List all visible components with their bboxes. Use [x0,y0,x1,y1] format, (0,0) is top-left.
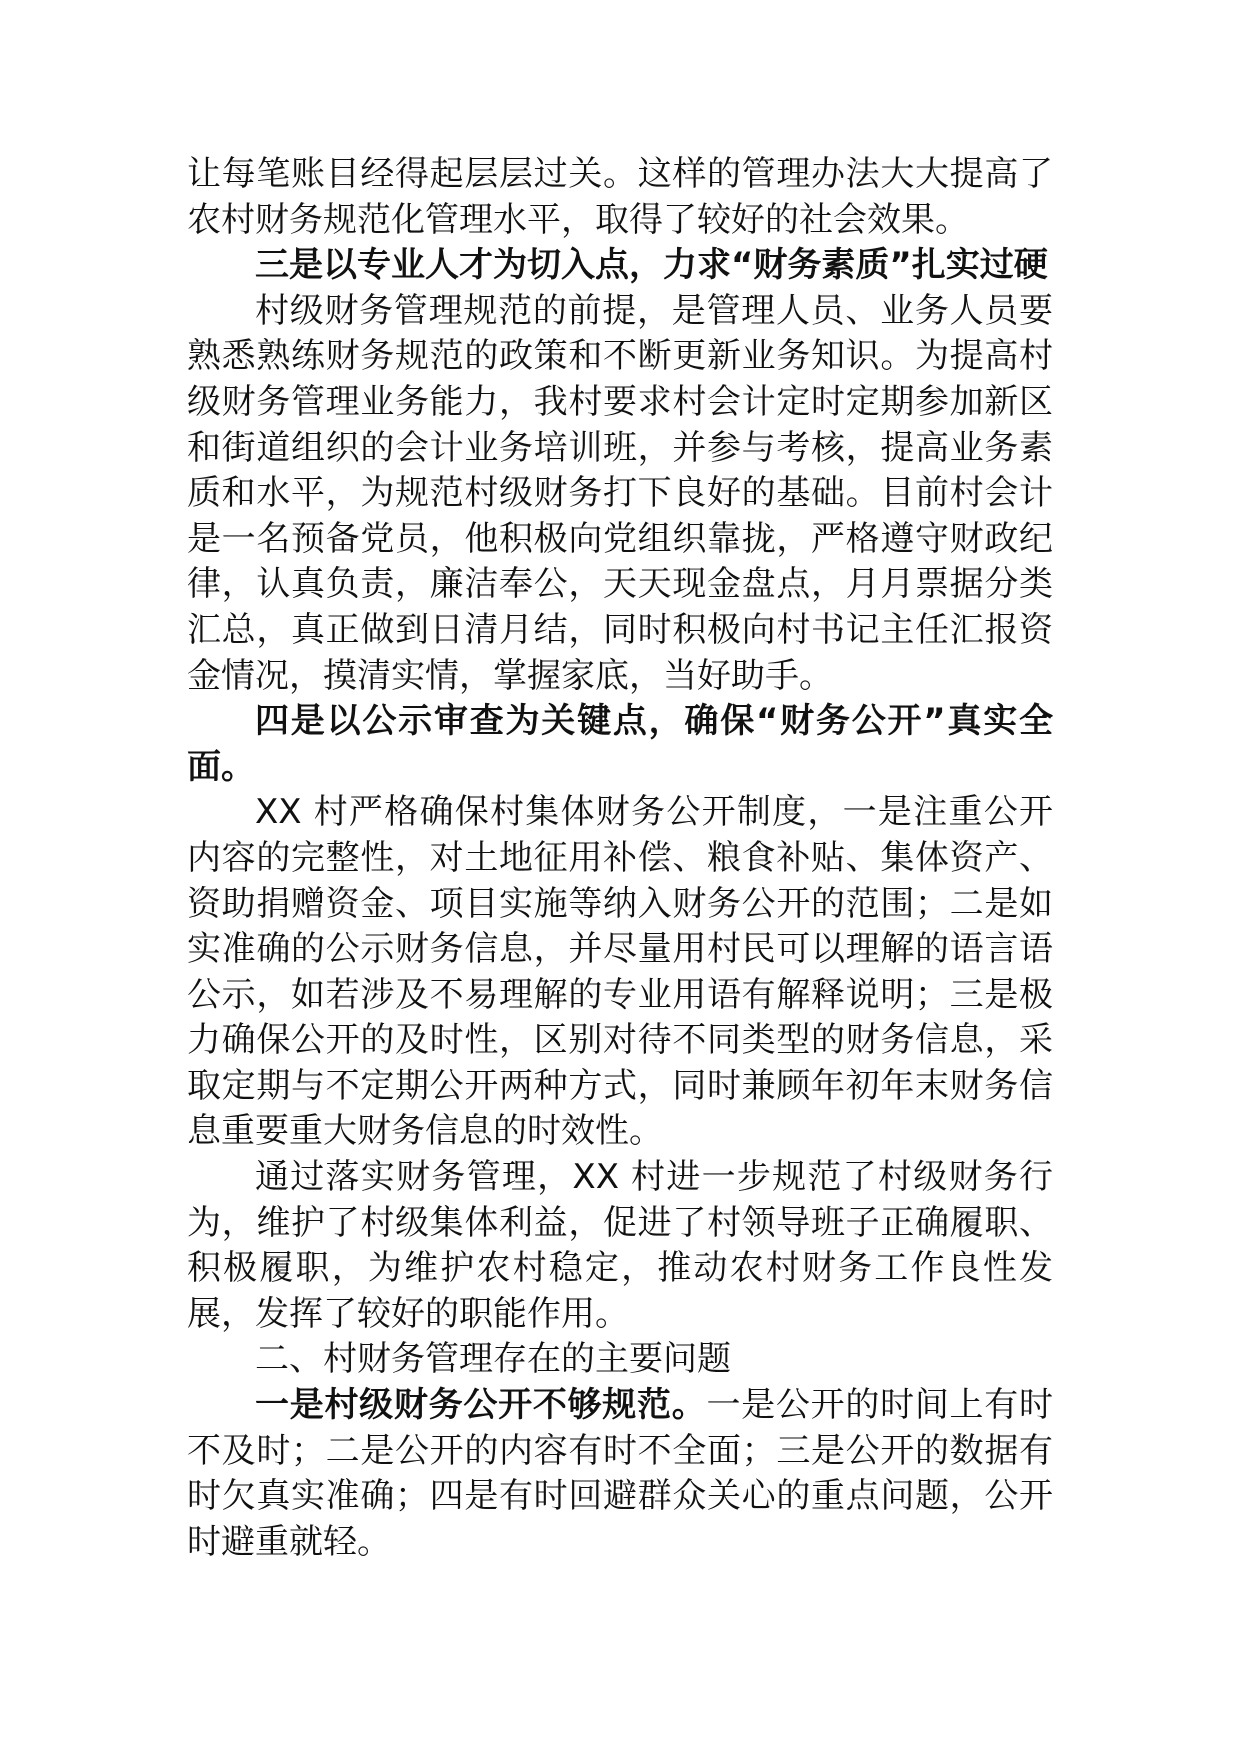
heading-point-three: 三是以专业人才为切入点，力求“财务素质”扎实过硬 [255,245,1048,286]
paragraph-financial-disclosure: XX 村严格确保村集体财务公开制度，一是注重公开内容的完整性，对土地征用补偿、粮食补贴、集体资产、资助捐赠资金、项目实施等纳入财务公开的范围；二是如实准确的公示财务信息，并尽量用村民可以理解的语言语公示，如若涉及不易理解的专业用语有解释说明；三是极力确保公开的及时性，区别对待不同类型的财务信息，采取定期与不定期公开两种方式，同时兼顾年初年末财务信息重要重大财务信息的时效性。 [187,792,1053,1152]
document-body [187,152,1053,1565]
paragraph-summary: 通过落实财务管理，XX 村进一步规范了村级财务行为，维护了村级集体利益，促进了村领导班子正确履职、积极履职，为维护农村稳定，推动农村财务工作良性发展，发挥了较好的职能作用。 [187,1157,1053,1334]
problem-one-body: 一是公开的时间上有时不及时；二是公开的内容有时不全面；三是公开的数据有时欠真实准确；四是有时回避群众关心的重点问题，公开时避重就轻。 [187,1385,1054,1562]
section-two-title: 二、村财务管理存在的主要问题 [255,1339,731,1380]
paragraph-problem-one [187,1383,1053,1565]
paragraph-professional-talent: 村级财务管理规范的前提，是管理人员、业务人员要熟悉熟练财务规范的政策和不断更新业务知识。为提高村级财务管理业务能力，我村要求村会计定时定期参加新区和街道组织的会计业务培训班，并参与考核，提高业务素质和水平，为规范村级财务打下良好的基础。目前村会计是一名预备党员，他积极向党组织靠拢，严格遵守财政纪律，认真负责，廉洁奉公，天天现金盘点，月月票据分类汇总，真正做到日清月结，同时积极向村书记主任汇报资金情况，摸清实情，掌握家底，当好助手。 [187,290,1053,696]
heading-point-four: 四是以公示审查为关键点，确保“财务公开”真实全面。 [187,701,1053,787]
paragraph-continuation: 让每笔账目经得起层层过关。这样的管理办法大大提高了农村财务规范化管理水平，取得了较好的社会效果。 [187,154,1053,240]
problem-one-lead: 一是村级财务公开不够规范。 [255,1385,707,1426]
